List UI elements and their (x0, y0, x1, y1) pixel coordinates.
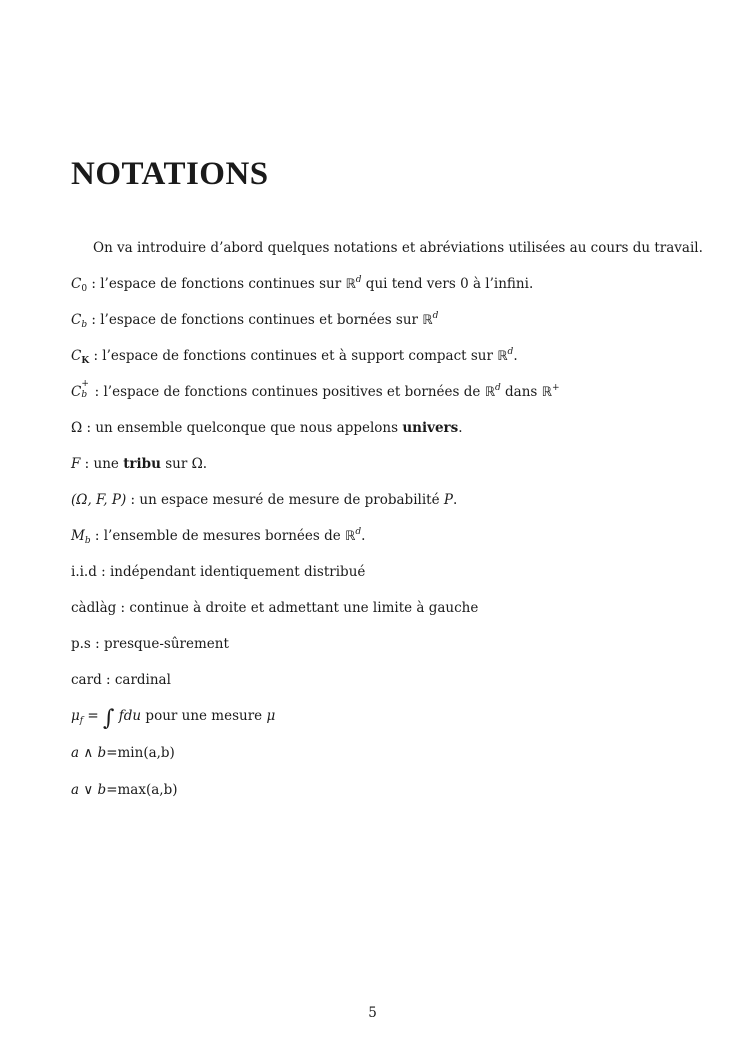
notation-cb: $C_b$ : l’espace de fonctions continues et bornées sur ℝ$^d$ (71, 311, 439, 330)
notation-cb-plus: C + b : l’espace de fonctions continues positives et bornées de ℝ$^d$ dans ℝ+ (71, 379, 560, 400)
notation-omega: Ω : un ensemble quelconque que nous appelons univers. (71, 420, 463, 436)
integral-symbol: ∫ (103, 706, 115, 731)
intro-paragraph: On va introduire d’abord quelques notations et abréviations utilisées au cours du travail. (93, 240, 703, 256)
notation-iid: i.i.d : indépendant identiquement distribué (71, 564, 366, 580)
notation-probability-space: (Ω, F, P) : un espace mesuré de mesure de probabilité P. (71, 492, 458, 508)
notation-mu-f: $\mu_f$ = ∫ fdu pour une mesure μ (71, 706, 276, 731)
notation-c0: $C_0$ : l’espace de fonctions continues sur ℝ$^d$ qui tend vers 0 à l’infini. (71, 275, 534, 294)
page-number: 5 (368, 1005, 377, 1021)
notation-cadlag: càdlàg : continue à droite et admettant une limite à gauche (71, 600, 479, 616)
notation-mb: $M_b$ : l’ensemble de mesures bornées de ℝ$^d$. (71, 527, 366, 546)
notation-min: a ∧ b=min(a,b) (71, 745, 175, 761)
notation-ck: $C_K$ : l’espace de fonctions continues et à support compact sur ℝ$^d$. (71, 347, 518, 366)
notation-ps: p.s : presque-sûrement (71, 636, 229, 652)
notation-max: a ∨ b=max(a,b) (71, 782, 178, 798)
notation-card: card : cardinal (71, 672, 171, 688)
section-title: NOTATIONS (71, 156, 269, 192)
notation-tribu: F : une tribu sur Ω. (71, 456, 208, 472)
